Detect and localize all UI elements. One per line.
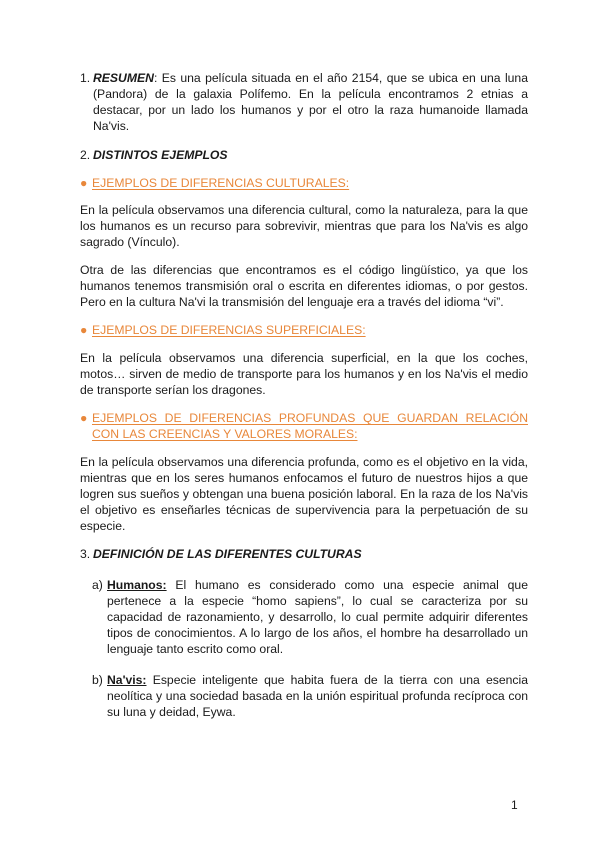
section-resumen: [80, 70, 528, 134]
subheading-cultural: [80, 175, 528, 191]
section-heading: DEFINICIÓN DE LAS DIFERENTES CULTURAS: [93, 547, 362, 561]
paragraph-cultural-1: En la película observamos una diferencia cultural, como la naturaleza, para la que los humanos es un recurso para sobrevivir, mientras que para los Na'vis es algo sagrado (Vínculo).: [80, 203, 528, 249]
paragraph-profunda: En la película observamos una diferencia profunda, como es el objetivo en la vida, mientras que en los seres humanos enfocamos el futuro de nuestros hijos a que logren sus sueños y obtengan una buena posición laboral. En la raza de los Na'vis el objetivo es enseñarles técnicas de supervivencia para la perpetuación de su especie.: [80, 455, 528, 533]
subheading-text: EJEMPLOS DE DIFERENCIAS CULTURALES:: [92, 176, 350, 190]
paragraph-superficial: En la película observamos una diferencia superficial, en la que los coches, motos… sirven de medio de transporte para los humanos y en los Na'vis el medio de transporte serían los dragones.: [80, 351, 528, 397]
definition-term: Humanos:: [107, 578, 167, 592]
bullet-icon: ●: [80, 411, 88, 425]
subheading-text: EJEMPLOS DE DIFERENCIAS SUPERFICIALES:: [92, 323, 366, 337]
section-text: : Es una película situada en el año 2154, que se ubica en una luna (Pandora) de la galaxia Polífemo. En la película encontramos 2 etnias a destacar, por un lado los humanos y por el otro la raza humanoide llamada Na'vis.: [93, 71, 528, 133]
definition-label: a): [92, 578, 103, 592]
definition-text: El humano es considerado como una especie animal que pertenece a la especie “homo sapiens”, lo cual se caracteriza por su capacidad de razonamiento, y desarrollo, lo cual permite adquirir diferentes tipos de conocimientos. A lo largo de los años, el hombre ha desarrollado un lenguaje tanto escrito como oral.: [107, 578, 528, 656]
section-number: 2.: [80, 148, 91, 162]
section-ejemplos: [80, 147, 528, 163]
section-definicion: [80, 546, 528, 562]
definition-navis: [92, 672, 528, 720]
section-heading: DISTINTOS EJEMPLOS: [93, 148, 228, 162]
definition-term: Na'vis:: [107, 673, 147, 687]
definition-text: Especie inteligente que habita fuera de la tierra con una esencia neolítica y una sociedad basada en la unión espiritual profunda recíproca con su luna y deidad, Eywa.: [107, 673, 528, 719]
subheading-text: EJEMPLOS DE DIFERENCIAS PROFUNDAS QUE GUARDAN RELACIÓN CON LAS CREENCIAS Y VALORES MORALES:: [92, 411, 528, 441]
definition-humanos: [92, 577, 528, 657]
bullet-icon: ●: [80, 323, 88, 337]
bullet-icon: ●: [80, 176, 88, 190]
page-number: 1: [511, 798, 518, 812]
subheading-profunda: [80, 410, 528, 442]
section-heading: RESUMEN: [93, 71, 154, 85]
paragraph-cultural-2: Otra de las diferencias que encontramos es el código lingüístico, ya que los humanos tenemos transmisión oral o escrita en diferentes idiomas, o por gestos. Pero en la cultura Na'vi la transmisión del lenguaje era a través del idioma “vi”.: [80, 263, 528, 309]
section-number: 1.: [80, 71, 91, 85]
definition-label: b): [92, 673, 103, 687]
subheading-superficial: [80, 322, 528, 338]
section-number: 3.: [80, 547, 91, 561]
